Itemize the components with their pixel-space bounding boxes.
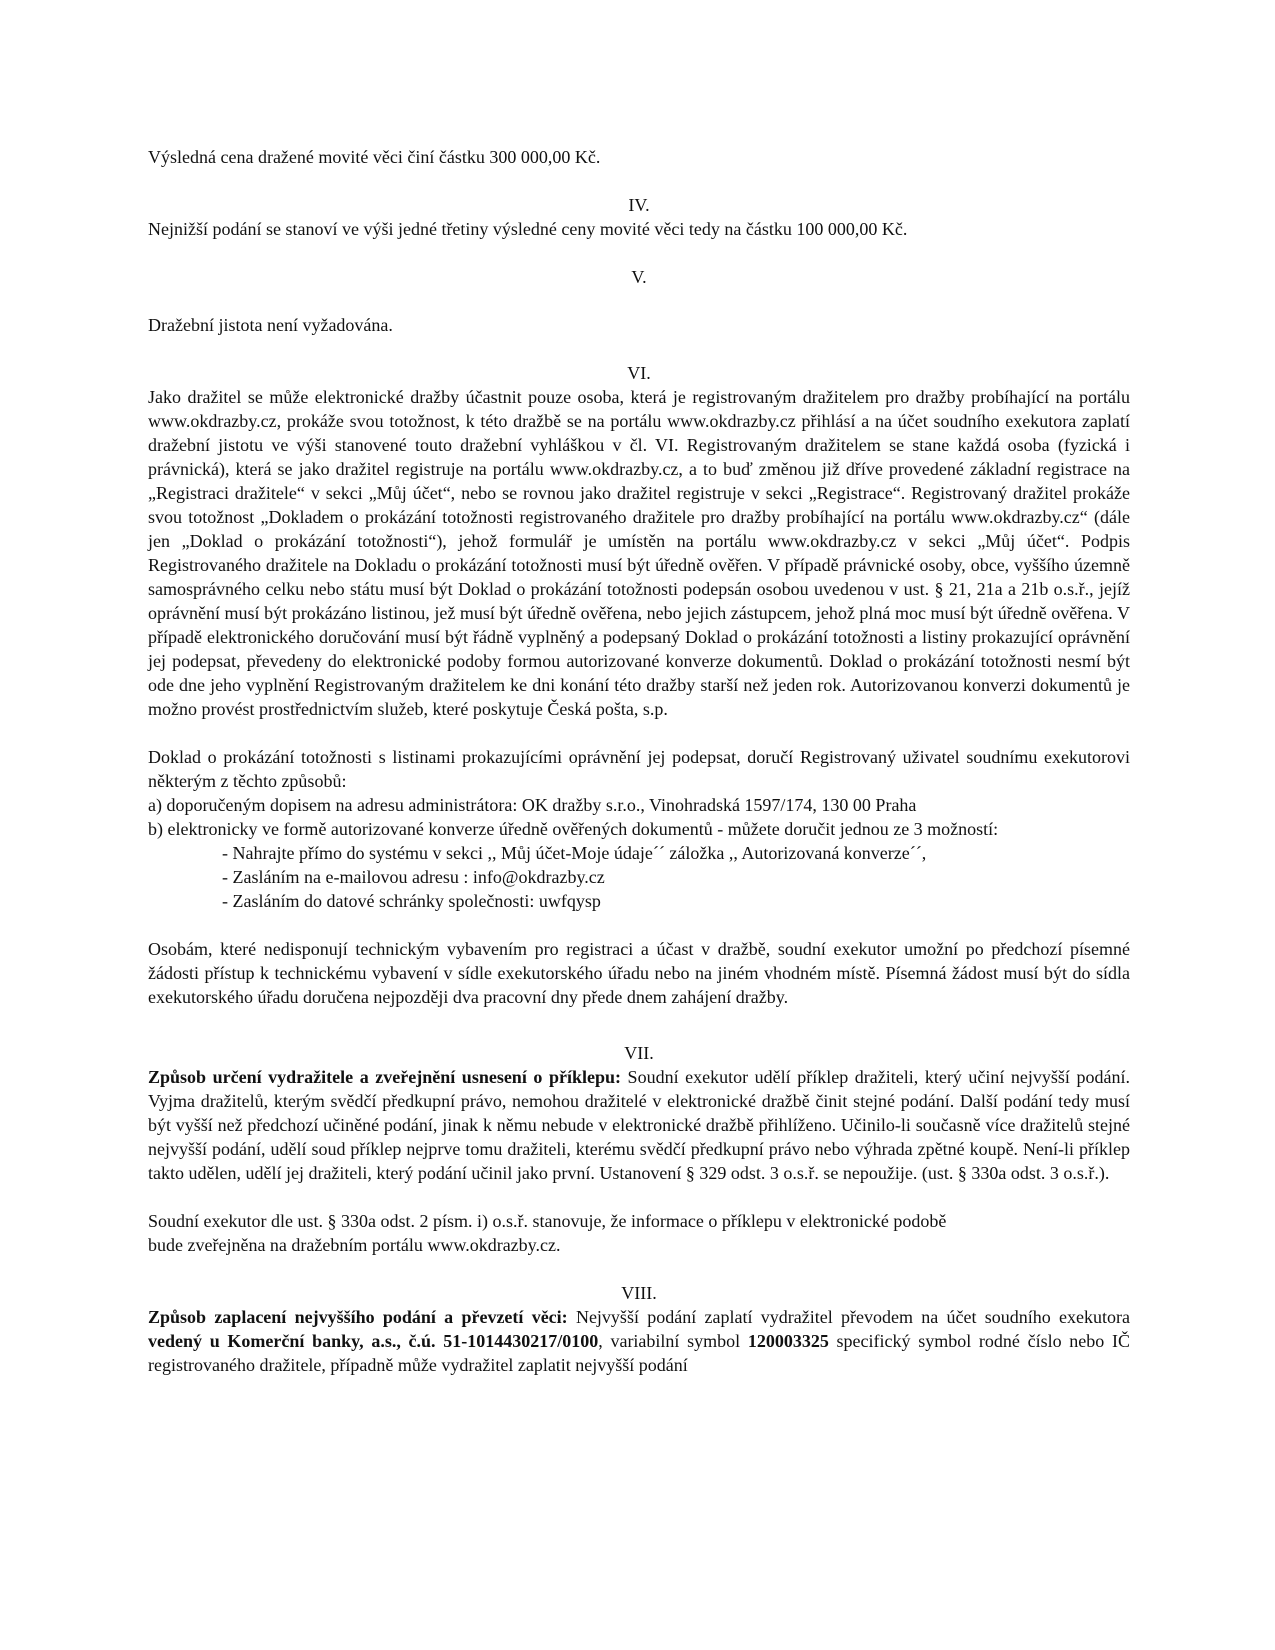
section-viii-heading: VIII. xyxy=(621,1283,657,1303)
publication-line-2: bude zveřejněna na dražebním portálu www.okdrazby.cz. xyxy=(148,1235,561,1255)
payment-paragraph xyxy=(148,1305,1130,1377)
delivery-bullet-upload: - Nahrajte přímo do systému v sekci ,, Můj účet-Moje údaje´´ záložka ,, Autorizovaná konverze´´, xyxy=(222,843,927,863)
payment-text-3: specifický symbol rodné číslo nebo IČ registrovaného dražitele, případně může vydražitel zaplatit nejvyšší podání xyxy=(148,1331,1131,1375)
registration-paragraph: Jako dražitel se může elektronické dražby účastnit pouze osoba, která je registrovaným dražitelem pro dražby probíhající na portálu www.okdrazby.cz, prokáže svou totožnost, k této dražbě se na portálu www.okdrazby.cz přihlásí a na účet soudního exekutora zaplatí dražební jistotu ve výši stanovené touto dražební vyhláškou v čl. VI. Registrovaným dražitelem se stane každá osoba (fyzická i právnická), která se jako dražitel registruje na portálu www.okdrazby.cz, a to buď změnou již dříve provedené základní registrace na „Registraci dražitele“ v sekci „Můj účet“, nebo se rovnou jako dražitel registruje v sekci „Registrace“. Registrovaný dražitel prokáže svou totožnost „Dokladem o prokázání totožnosti registrovaného dražitele pro dražby probíhající na portálu www.okdrazby.cz“ (dále jen „Doklad o prokázání totožnosti“), jehož formulář je umístěn na portálu www.okdrazby.cz v sekci „Můj účet“. Podpis Registrovaného dražitele na Dokladu o prokázání totožnosti musí být úředně ověřen. V případě právnické osoby, obce, vyššího územně samosprávného celku nebo státu musí být Doklad o prokázání totožnosti podepsán osobou uvedenou v ust. § 21, 21a a 21b o.s.ř., jejíž oprávnění musí být prokázáno listinou, jež musí být úředně ověřena, nebo jejich zástupcem, jehož plná moc musí být úředně ověřena. V případě elektronického doručování musí být řádně vyplněný a podepsaný Doklad o prokázání totožnosti a listiny prokazující oprávnění jej podepsat, převedeny do elektronické podoby formou autorizované konverze dokumentů. Doklad o prokázání totožnosti nesmí být ode dne jeho vyplnění Registrovaným dražitelem ke dni konání této dražby starší než jeden rok. Autorizovanou konverzi dokumentů je možno provést prostřednictvím služeb, které poskytuje Česká pošta, s.p. xyxy=(148,387,1130,719)
delivery-option-a: a) doporučeným dopisem na adresu administrátora: OK dražby s.r.o., Vinohradská 1597/174, 130 00 Praha xyxy=(148,795,917,815)
section-iv-heading: IV. xyxy=(628,195,650,215)
document-page xyxy=(148,145,1130,1377)
delivery-bullet-databox: - Zasláním do datové schránky společnosti: uwfqysp xyxy=(222,891,601,911)
auction-winner-text: Soudní exekutor udělí příklep dražiteli, který učiní nejvyšší podání. Vyjma dražitelů, kterým svědčí předkupní právo, nemohou dražitelé v elektronické dražbě činit stejné podání. Další podání tedy musí být vyšší než předchozí učiněné podání, jinak k němu nebude v elektronické dražbě přihlíženo. Učinilo-li současně více dražitelů stejné nejvyšší podání, udělí soud příklep nejprve tomu dražiteli, kterému svědčí předkupní právo nebo výhrada zpětné koupě. Není-li příklep takto udělen, udělí jej dražiteli, který podání učinil jako první. Ustanovení § 329 odst. 3 o.s.ř. se nepoužije. (ust. § 330a odst. 3 o.s.ř.). xyxy=(148,1067,1130,1183)
payment-variable-symbol: 120003325 xyxy=(747,1331,829,1351)
section-vii-heading: VII. xyxy=(624,1043,654,1063)
payment-bank-account: vedený u Komerční banky, a.s., č.ú. 51-1014430217/0100 xyxy=(148,1331,599,1351)
auction-winner-lead: Způsob určení vydražitele a zveřejnění usnesení o příklepu: xyxy=(148,1067,621,1087)
payment-text-2: , variabilní symbol xyxy=(598,1331,748,1351)
auction-winner-paragraph xyxy=(148,1065,1130,1185)
identity-delivery-paragraph: Doklad o prokázání totožnosti s listinami prokazujícími oprávnění jej podepsat, doručí Registrovaný uživatel soudnímu exekutorovi některým z těchto způsobů: xyxy=(148,747,1130,791)
delivery-option-b: b) elektronicky ve formě autorizované konverze úředně ověřených dokumentů - můžete doručit jednou ze 3 možností: xyxy=(148,819,999,839)
section-v-heading: V. xyxy=(631,267,647,287)
delivery-bullet-email: - Zasláním na e-mailovou adresu : info@okdrazby.cz xyxy=(222,867,605,887)
final-price-text: Výsledná cena dražené movité věci činí částku 300 000,00 Kč. xyxy=(148,147,601,167)
section-vi-heading: VI. xyxy=(627,363,651,383)
lowest-bid-text: Nejnižší podání se stanoví ve výši jedné třetiny výsledné ceny movité věci tedy na částku 100 000,00 Kč. xyxy=(148,219,908,239)
technical-access-paragraph: Osobám, které nedisponují technickým vybavením pro registraci a účast v dražbě, soudní exekutor umožní po předchozí písemné žádosti přístup k technickému vybavení v sídle exekutorského úřadu nebo na jiném vhodném místě. Písemná žádost musí být do sídla exekutorského úřadu doručena nejpozději dva pracovní dny přede dnem zahájení dražby. xyxy=(148,939,1130,1007)
payment-text-1: Nejvyšší podání zaplatí vydražitel převodem na účet soudního exekutora xyxy=(567,1307,1130,1327)
payment-lead: Způsob zaplacení nejvyššího podání a převzetí věci: xyxy=(148,1307,568,1327)
publication-line-1: Soudní exekutor dle ust. § 330a odst. 2 písm. i) o.s.ř. stanovuje, že informace o příklepu v elektronické podobě xyxy=(148,1211,947,1231)
bid-security-text: Dražební jistota není vyžadována. xyxy=(148,315,393,335)
